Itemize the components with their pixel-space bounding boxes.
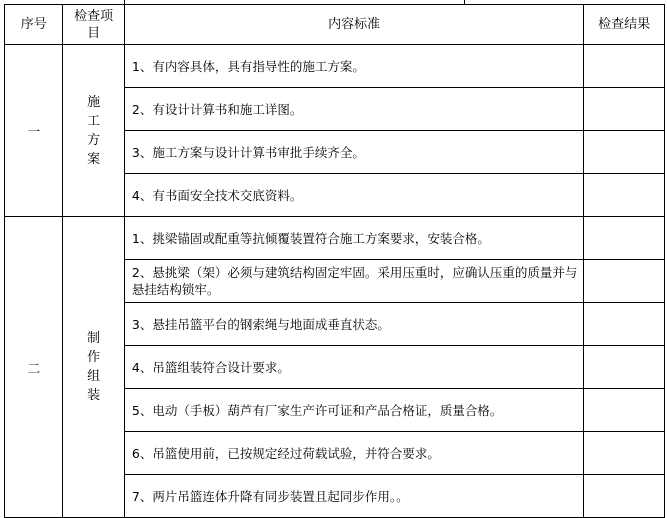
header-seq: 序号 <box>5 5 63 45</box>
content-cell: 3、施工方案与设计计算书审批手续齐全。 <box>124 131 583 174</box>
result-cell[interactable] <box>584 131 665 174</box>
result-cell[interactable] <box>584 260 665 303</box>
result-cell[interactable] <box>584 45 665 88</box>
content-cell: 5、电动（手板）葫芦有厂家生产许可证和产品合格证，质量合格。 <box>124 389 583 432</box>
header-row <box>5 5 665 45</box>
result-cell[interactable] <box>584 389 665 432</box>
result-cell[interactable] <box>584 475 665 518</box>
content-cell: 1、有内容具体，具有指导性的施工方案。 <box>124 45 583 88</box>
group-seq-1: 一 <box>5 45 63 217</box>
content-cell: 4、有书面安全技术交底资料。 <box>124 174 583 217</box>
result-cell[interactable] <box>584 303 665 346</box>
content-cell: 2、悬挑梁（架）必须与建筑结构固定牢固。采用压重时，应确认压重的质量并与悬挂结构锁牢。 <box>124 260 583 303</box>
header-item: 检查项目 <box>63 5 124 45</box>
header-result: 检查结果 <box>584 5 665 45</box>
result-cell[interactable] <box>584 432 665 475</box>
group-item-2: 制作组装 <box>63 217 124 518</box>
header-content: 内容标准 <box>124 5 583 45</box>
group-seq-2: 二 <box>5 217 63 518</box>
table-row <box>5 45 665 88</box>
content-cell: 1、挑梁锚固或配重等抗倾覆装置符合施工方案要求，安装合格。 <box>124 217 583 260</box>
result-cell[interactable] <box>584 174 665 217</box>
content-cell: 2、有设计计算书和施工详图。 <box>124 88 583 131</box>
result-cell[interactable] <box>584 88 665 131</box>
inspection-table <box>4 4 665 518</box>
content-cell: 6、吊篮使用前，已按规定经过荷载试验，并符合要求。 <box>124 432 583 475</box>
result-cell[interactable] <box>584 346 665 389</box>
content-cell: 3、悬挂吊篮平台的钢索绳与地面成垂直状态。 <box>124 303 583 346</box>
group-item-1: 施工方案 <box>63 45 124 217</box>
result-cell[interactable] <box>584 217 665 260</box>
content-cell: 4、吊篮组装符合设计要求。 <box>124 346 583 389</box>
content-cell: 7、两片吊篮连体升降有同步装置且起同步作用。。 <box>124 475 583 518</box>
table-row <box>5 217 665 260</box>
